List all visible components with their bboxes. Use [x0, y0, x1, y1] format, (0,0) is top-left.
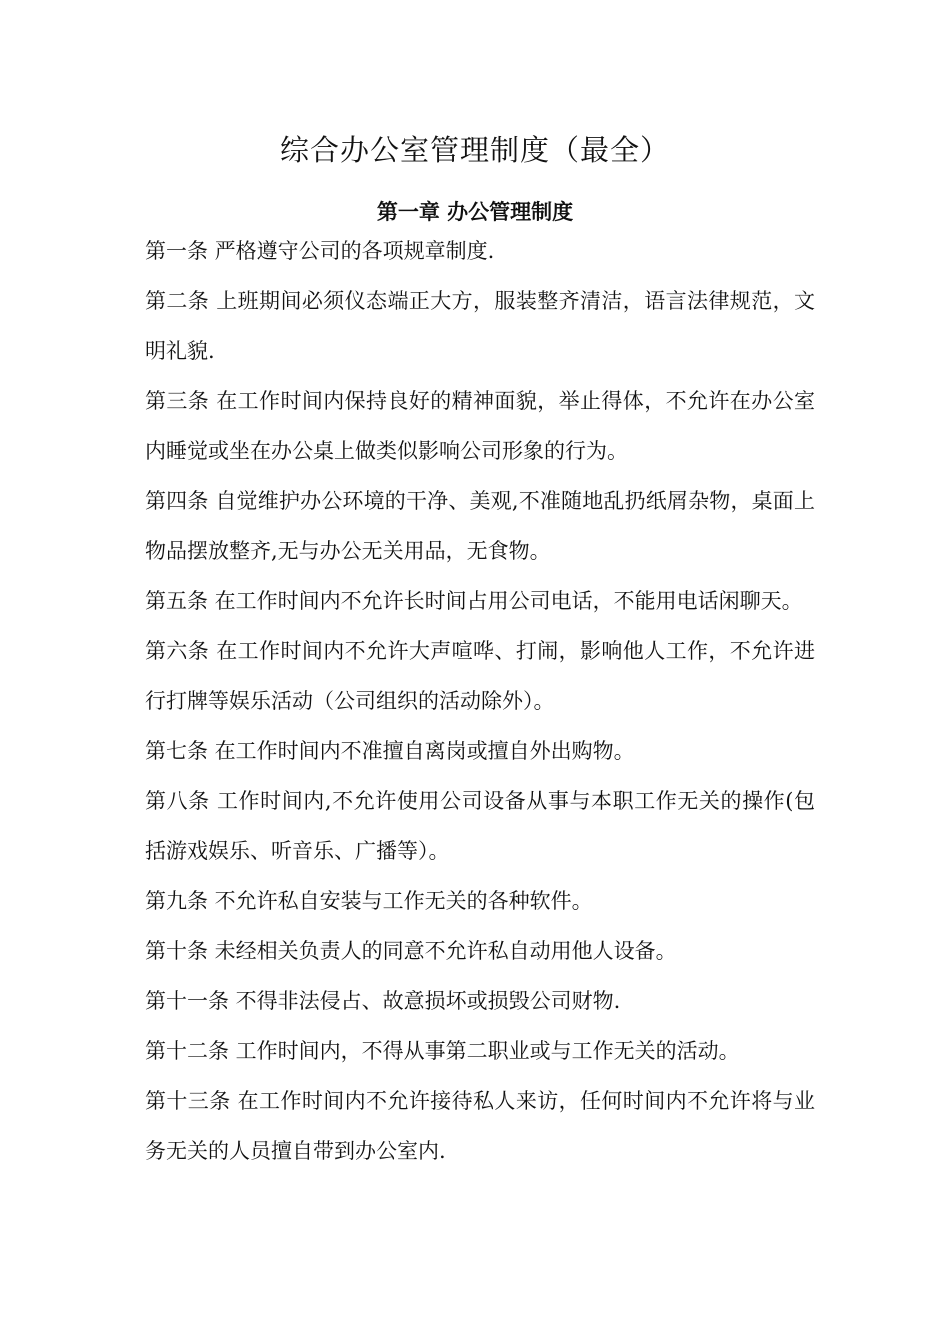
article-13: 第十三条 在工作时间内不允许接待私人来访，任何时间内不允许将与业务无关的人员擅自带到办公室内.: [145, 1089, 815, 1163]
article-10: 第十条 未经相关负责人的同意不允许私自动用他人设备。: [145, 939, 677, 963]
article-6: 第六条 在工作时间内不允许大声喧哗、打闹，影响他人工作，不允许进行打牌等娱乐活动（公司组织的活动除外）。: [145, 639, 815, 713]
article-11: 第十一条 不得非法侵占、故意损坏或损毁公司财物.: [145, 989, 621, 1013]
article-5: 第五条 在工作时间内不允许长时间占用公司电话，不能用电话闲聊天。: [145, 589, 803, 613]
article-8: 第八条 工作时间内,不允许使用公司设备从事与本职工作无关的操作(包括游戏娱乐、听音乐、广播等）。: [145, 789, 815, 863]
article-1: 第一条 严格遵守公司的各项规章制度.: [145, 239, 495, 263]
article-3: 第三条 在工作时间内保持良好的精神面貌，举止得体，不允许在办公室内睡觉或坐在办公桌上做类似影响公司形象的行为。: [145, 389, 815, 463]
article-2: 第二条 上班期间必须仪态端正大方，服装整齐清洁，语言法律规范，文明礼貌.: [145, 289, 815, 363]
document-title: 综合办公室管理制度（最全）: [279, 133, 670, 167]
article-9: 第九条 不允许私自安装与工作无关的各种软件。: [145, 889, 593, 913]
article-list: [145, 226, 815, 1176]
article-12: 第十二条 工作时间内，不得从事第二职业或与工作无关的活动。: [145, 1039, 740, 1063]
chapter-heading: 第一章 办公管理制度: [376, 199, 574, 224]
article-4: 第四条 自觉维护办公环境的干净、美观,不准随地乱扔纸屑杂物，桌面上物品摆放整齐,无与办公无关用品，无食物。: [145, 489, 815, 563]
article-7: 第七条 在工作时间内不准擅自离岗或擅自外出购物。: [145, 739, 635, 763]
